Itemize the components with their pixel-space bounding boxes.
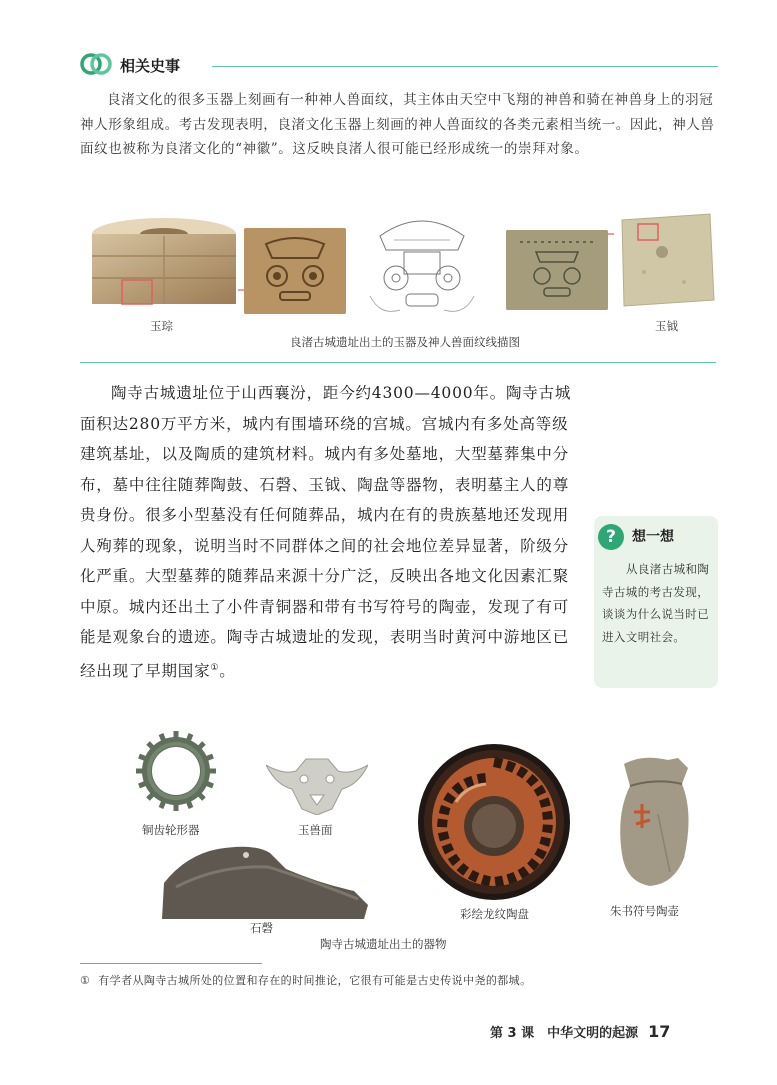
main-paragraph-text: 陶寺古城遗址位于山西襄汾，距今约4300—4000年。陶寺古城面积达280万平方米，城内有围墙环绕的宫城。宫城内有多处高等级建筑基址，以及陶质的建筑材料。城内有多处墓地，大型墓葬集中分布，墓中往往随葬陶鼓、石磬、玉钺、陶盘等器物，表明墓主人的尊贵身份。很多小型墓没有任何随葬品，城内在有的贵族墓地还发现用人殉葬的现象，说明当时不同群体之间的社会地位差异显著，阶级分化严重。大型墓葬的随葬品来源十分广泛，反映出各地文化因素汇聚中原。城内还出土了小件青铜器和带有书写符号的陶壶，发现了有可能是观象台的遗迹。陶寺古城遗址的发现，表明当时黄河中游地区已经出现了早期国家 bbox=[80, 384, 572, 680]
painted-dragon-plate-photo bbox=[416, 742, 572, 902]
think-title: 想一想 bbox=[632, 529, 674, 545]
intro-paragraph: 良渚文化的很多玉器上刻画有一种神人兽面纹，其主体由天空中飞翔的神兽和骑在神兽身上的羽冠神人形象组成。考古发现表明，良渚文化玉器上刻画的神人兽面纹的各类元素相当统一。因此，神人兽面纹也被称为良渚文化的“神徽”。这反映良渚人很可能已经形成统一的崇拜对象。 bbox=[80, 92, 715, 157]
footnote-text: 有学者从陶寺古城所处的位置和存在的时间推论，它很有可能是古史传说中尧的都城。 bbox=[98, 974, 532, 987]
section-title: 相关史事 bbox=[120, 57, 181, 75]
bronze-gear-photo bbox=[136, 731, 216, 811]
question-icon: ? bbox=[598, 524, 624, 550]
label-bronze-gear: 铜齿轮形器 bbox=[142, 823, 200, 837]
jade-beast-mask-photo bbox=[266, 755, 368, 815]
page-folio bbox=[490, 1022, 670, 1041]
cong-motif-closeup bbox=[244, 228, 346, 314]
jade-cong-photo bbox=[86, 214, 238, 310]
label-dragon-plate: 彩绘龙纹陶盘 bbox=[460, 907, 529, 921]
footnote-mark: ① bbox=[80, 974, 91, 987]
label-jade-cong: 玉琮 bbox=[150, 319, 173, 333]
footnote bbox=[80, 972, 720, 988]
figure1-caption: 良渚古城遗址出土的玉器及神人兽面纹线描图 bbox=[290, 335, 520, 349]
lesson-title: 第 3 课 中华文明的起源 bbox=[490, 1026, 639, 1041]
yue-motif-closeup bbox=[506, 230, 608, 310]
section-icon bbox=[80, 50, 112, 78]
section-divider bbox=[212, 66, 718, 67]
label-jade-mask: 玉兽面 bbox=[298, 823, 333, 837]
main-paragraph: 陶寺古城遗址位于山西襄汾，距今约4300—4000年。陶寺古城面积达280万平方米，城内有围墙环绕的宫城。宫城内有多处高等级建筑基址，以及陶质的建筑材料。城内有多处墓地，大型墓葬集中分布，墓中往往随葬陶鼓、石磬、玉钺、陶盘等器物，表明墓主人的尊贵身份。很多小型墓没有任何随葬品，城内在有的贵族墓地还发现用人殉葬的现象，说明当时不同群体之间的社会地位差异显著，阶级分化严重。大型墓葬的随葬品来源十分广泛，反映出各地文化因素汇聚中原。城内还出土了小件青铜器和带有书写符号的陶壶，发现了有可能是观象台的遗迹。陶寺古城遗址的发现，表明当时黄河中游地区已经出现了早期国家①。 bbox=[80, 384, 572, 680]
deity-motif-line-drawing bbox=[360, 206, 484, 320]
page-number: 17 bbox=[648, 1022, 671, 1041]
footnote-divider bbox=[80, 963, 262, 964]
label-stone-chime: 石磬 bbox=[250, 921, 273, 935]
jade-yue-photo bbox=[614, 212, 716, 308]
label-script-pot: 朱书符号陶壶 bbox=[610, 904, 679, 918]
section-bottom-divider bbox=[80, 362, 716, 363]
label-jade-yue: 玉钺 bbox=[655, 319, 678, 333]
think-body: 从良渚古城和陶寺古城的考古发现，谈谈为什么说当时已进入文明社会。 bbox=[602, 562, 710, 644]
stone-chime-photo bbox=[158, 839, 372, 923]
vermilion-script-pot-photo bbox=[612, 754, 696, 888]
figure2-caption: 陶寺古城遗址出土的器物 bbox=[320, 937, 447, 951]
footnote-ref[interactable]: ① bbox=[210, 662, 220, 673]
